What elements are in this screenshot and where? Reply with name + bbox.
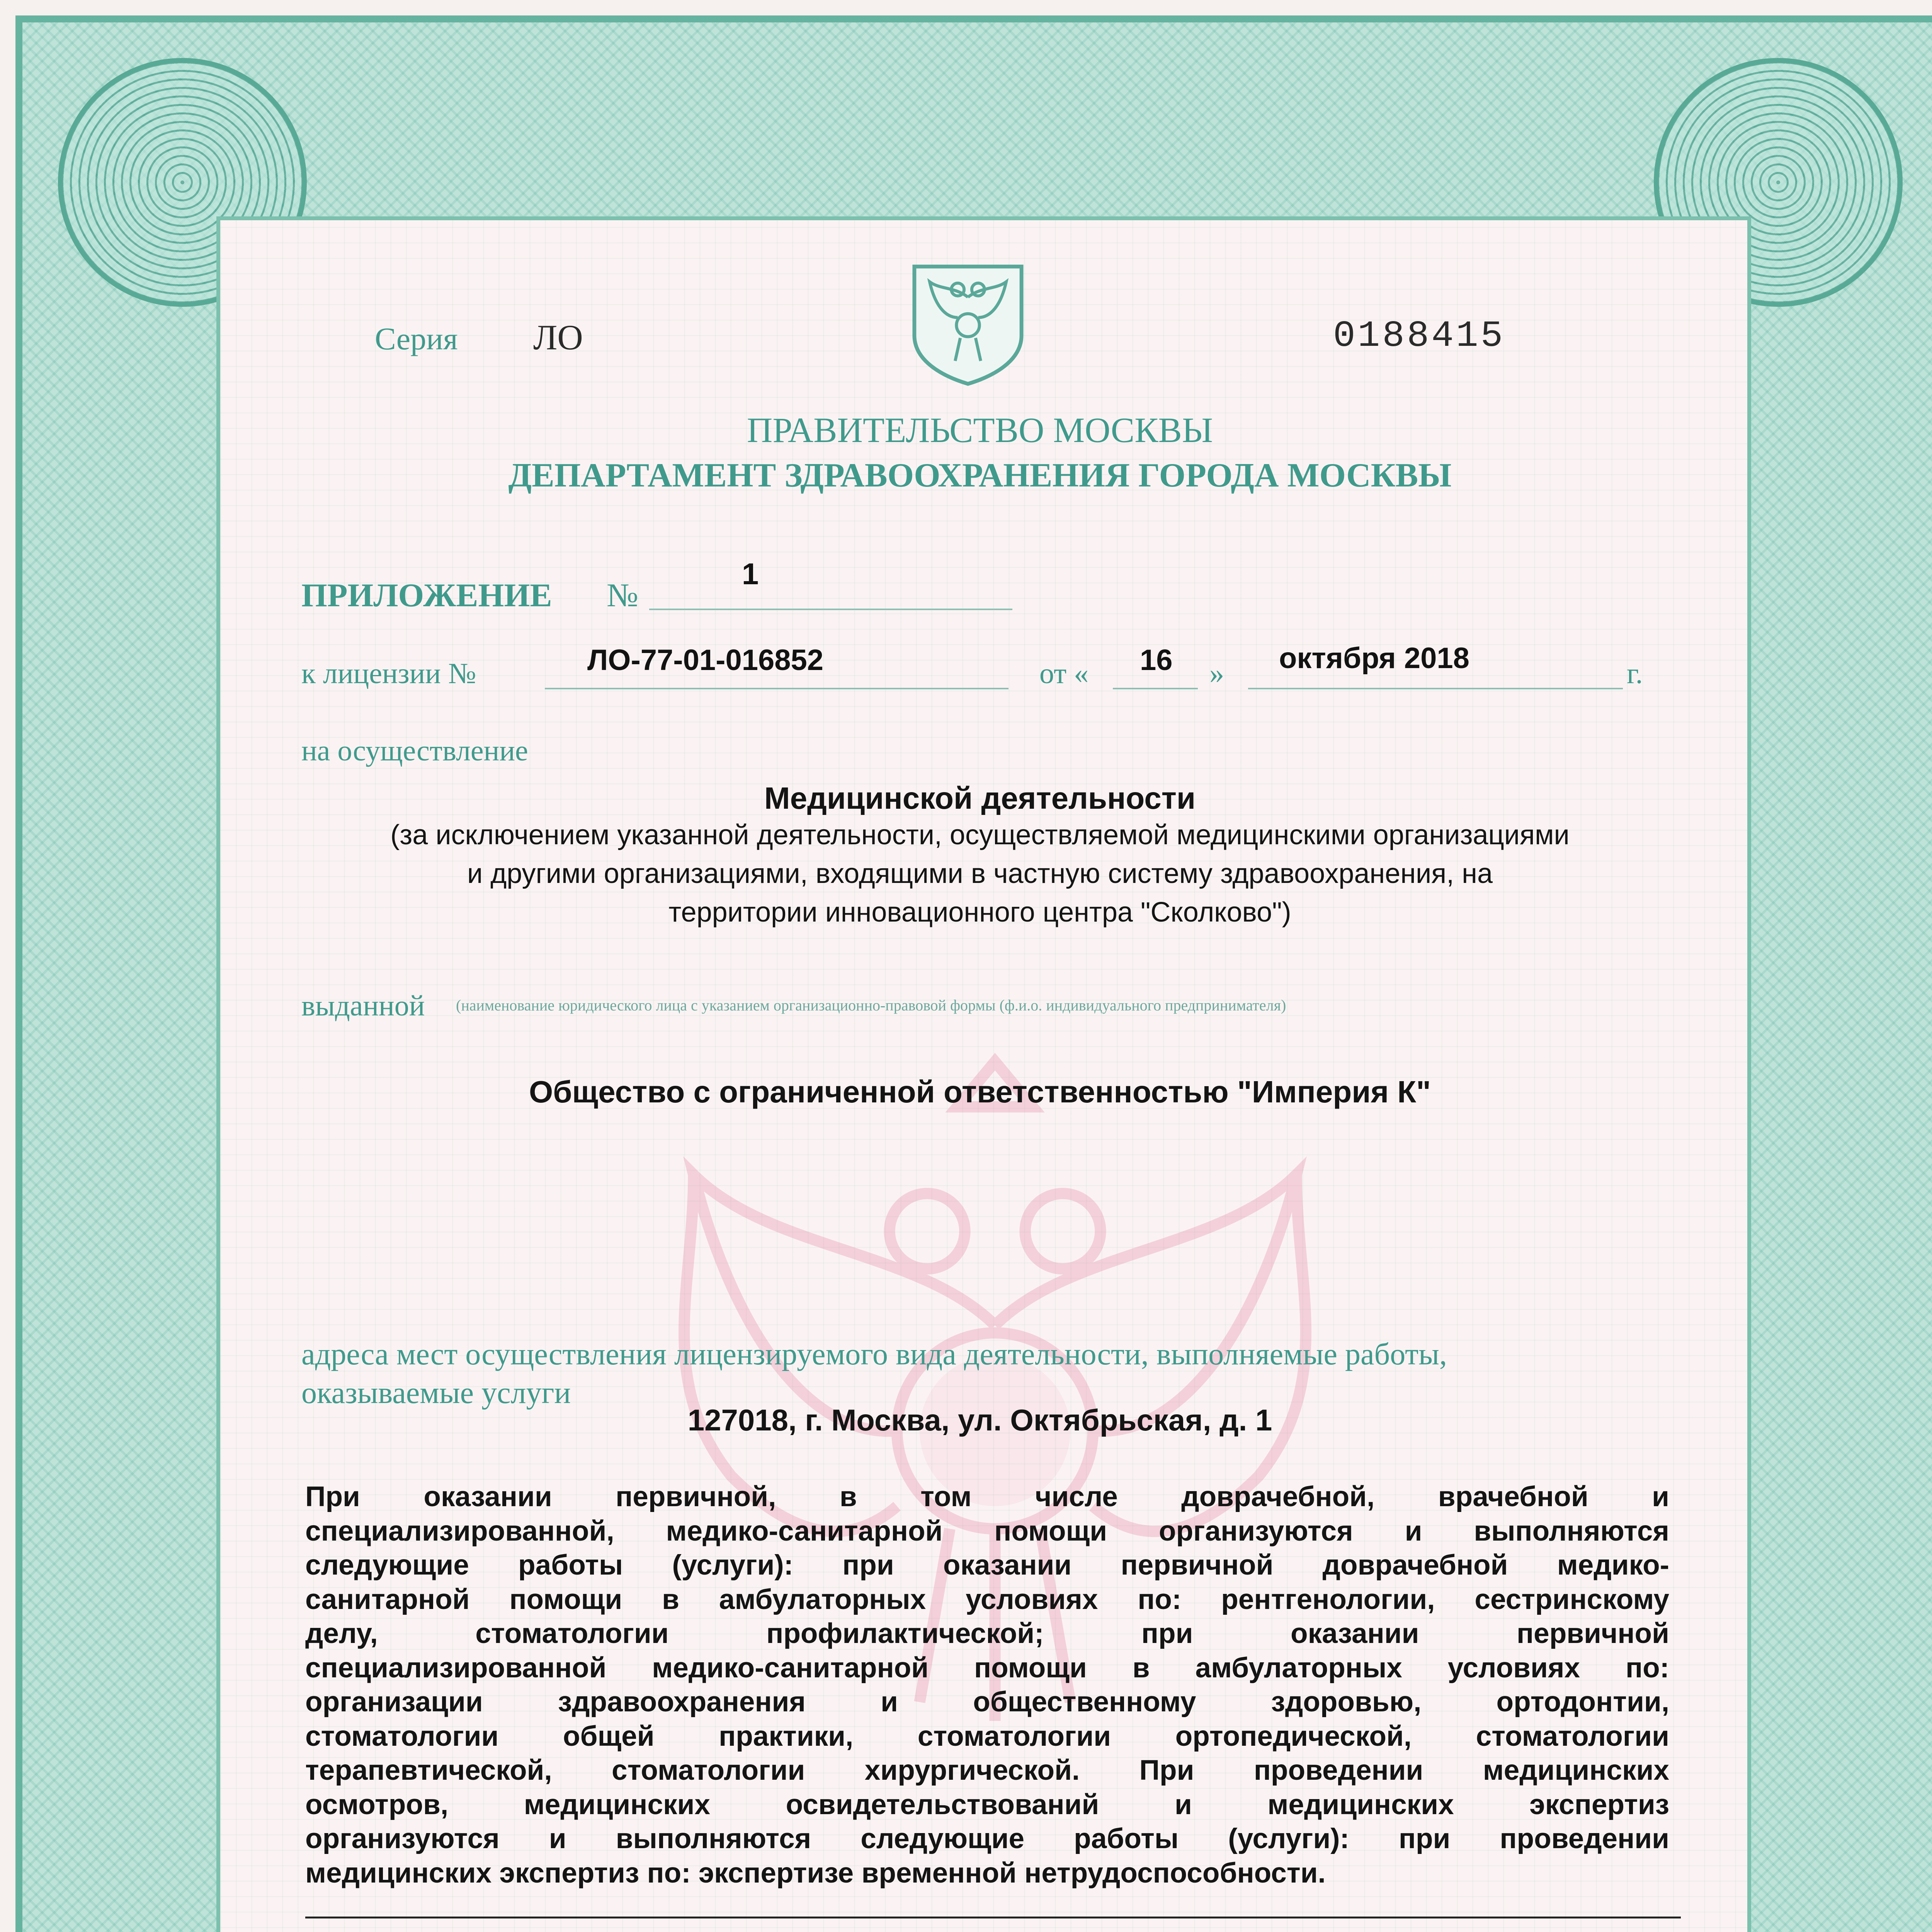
appendix-label: ПРИЛОЖЕНИЕ — [301, 577, 552, 614]
government-title: ПРАВИТЕЛЬСТВО МОСКВЫ — [747, 410, 1213, 450]
services-line: стоматологии общей практики, стоматологии ортопедической, стоматологии — [305, 1720, 1669, 1752]
services-line: специализированной медико-санитарной помощи в амбулаторных условиях по: — [305, 1652, 1669, 1684]
series-label: Серия — [375, 321, 458, 356]
coat-of-arms-icon — [904, 259, 1032, 386]
activity-line-1: (за исключением указанной деятельности, осуществляемой медицинскими организациями — [390, 820, 1570, 850]
appendix-no-sign: № — [607, 577, 639, 614]
series-number: 0188415 — [1333, 315, 1505, 357]
license-month-year: октября 2018 — [1279, 642, 1469, 675]
address-label-line-1: адреса мест осуществления лицензируемого вида деятельности, выполняемые работы, — [301, 1337, 1447, 1371]
address-value: 127018, г. Москва, ул. Октябрьская, д. 1 — [687, 1403, 1272, 1437]
license-day-rule — [1113, 688, 1198, 689]
services-line: санитарной помощи в амбулаторных условиях по: рентгенологии, сестринскому — [305, 1583, 1669, 1615]
license-day-close: » — [1209, 657, 1224, 690]
license-number-rule — [545, 688, 1009, 689]
license-day: 16 — [1140, 644, 1173, 677]
license-label: к лицензии № — [301, 657, 476, 690]
license-from-label: от « — [1039, 657, 1089, 690]
activity-label: на осуществление — [301, 735, 528, 767]
activity-title: Медицинской деятельности — [764, 781, 1196, 815]
license-date-rule — [1248, 688, 1623, 689]
appendix-number: 1 — [742, 557, 759, 591]
activity-line-2: и другими организациями, входящими в частную систему здравоохранения, на — [467, 858, 1493, 889]
issued-label: выданной — [301, 990, 425, 1022]
services-end-rule — [305, 1917, 1681, 1918]
license-number: ЛО-77-01-016852 — [587, 644, 824, 677]
license-year-suffix: г. — [1627, 657, 1643, 690]
services-line: осмотров, медицинских освидетельствований и медицинских экспертиз — [305, 1789, 1669, 1820]
issued-hint: (наименование юридического лица с указанием организационно-правовой формы (ф.и.о. индивидуального предпринимателя) — [456, 997, 1286, 1014]
services-line: При оказании первичной, в том числе доврачебной, врачебной и — [305, 1481, 1669, 1512]
services-text — [305, 1480, 1669, 1890]
activity-line-3: территории инновационного центра "Сколково") — [668, 897, 1291, 928]
services-line: делу, стоматологии профилактической; при оказании первичной — [305, 1618, 1669, 1649]
address-label-line-2: оказываемые услуги — [301, 1376, 571, 1410]
series-value: ЛО — [533, 318, 583, 357]
services-line: специализированной, медико-санитарной помощи организуются и выполняются — [305, 1515, 1669, 1547]
services-last-line: медицинских экспертиз по: экспертизе временной нетрудоспособности. — [305, 1857, 1326, 1889]
services-line: следующие работы (услуги): при оказании первичной доврачебной медико- — [305, 1549, 1669, 1581]
services-line: организуются и выполняются следующие работы (услуги): при проведении — [305, 1823, 1669, 1854]
department-title: ДЕПАРТАМЕНТ ЗДРАВООХРАНЕНИЯ ГОРОДА МОСКВЫ — [508, 457, 1452, 494]
appendix-number-rule — [649, 609, 1012, 610]
services-line: терапевтической, стоматологии хирургической. При проведении медицинских — [305, 1755, 1669, 1786]
issued-org: Общество с ограниченной ответственностью "Империя К" — [529, 1075, 1431, 1109]
services-line: организации здравоохранения и общественному здоровью, ортодонтии, — [305, 1686, 1669, 1718]
